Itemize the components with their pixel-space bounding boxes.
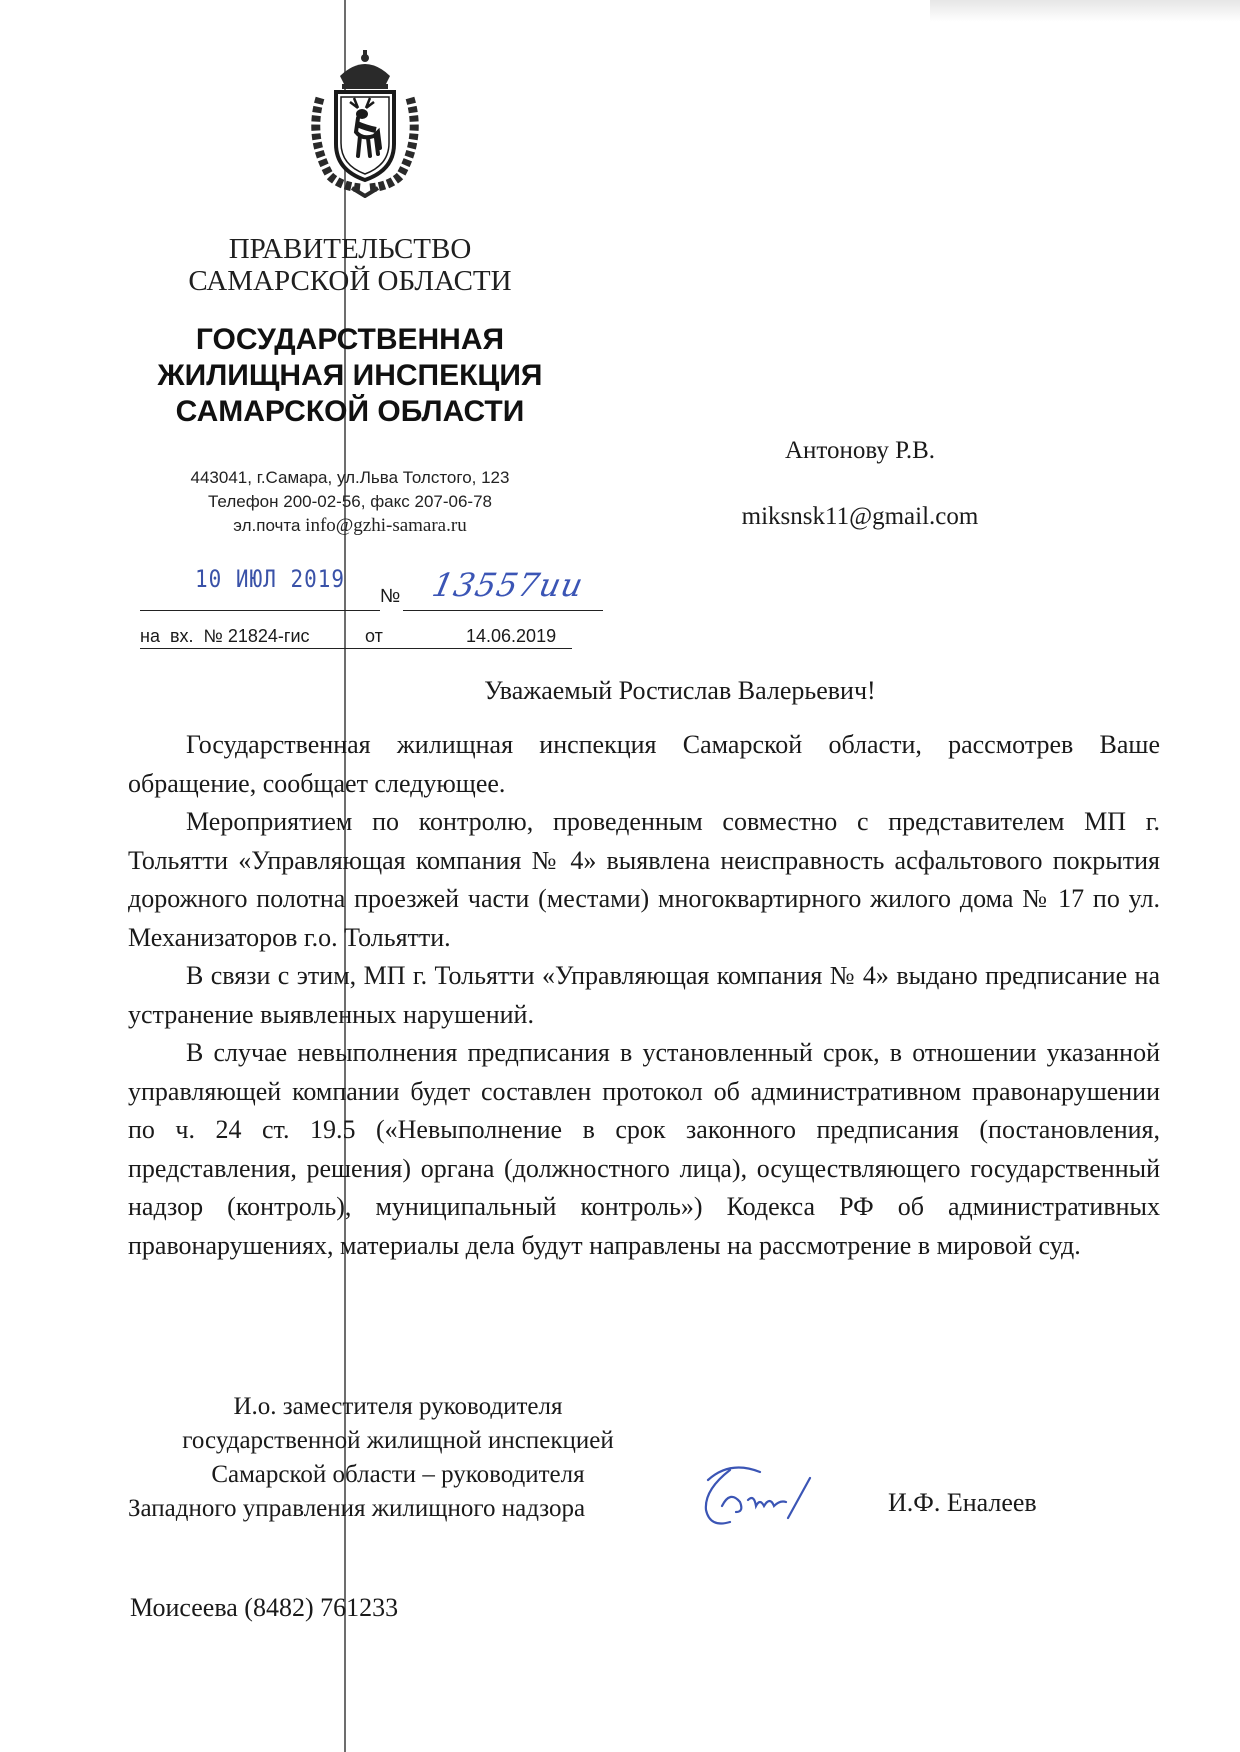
sender-address: 443041, г.Самара, ул.Льва Толстого, 123	[190, 468, 510, 487]
sender-contacts	[140, 466, 560, 538]
recipient-name: Антонову Р.В.	[784, 437, 936, 464]
sender-phone: Телефон 200-02-56, факс 207-06-78	[208, 492, 492, 511]
government-title-line: САМАРСКОЙ ОБЛАСТИ	[188, 265, 512, 297]
incoming-number: 21824-гис	[227, 626, 310, 646]
government-title	[130, 233, 570, 297]
executor-contact: Моисеева (8482) 761233	[130, 1593, 399, 1622]
body-paragraph: В связи с этим, МП г. Тольятти «Управляющая компания № 4» выдано предписание на устранение выявленных нарушений.	[128, 961, 1160, 1029]
signatory-position	[128, 1390, 668, 1526]
signatory-position-line: государственной жилищной инспекцией	[182, 1427, 614, 1454]
incoming-from-label: от	[365, 626, 383, 646]
sender-email-label: эл.почта	[233, 516, 301, 535]
incoming-prefix: на вх. №	[140, 626, 223, 646]
incoming-reference	[140, 626, 310, 647]
signatory-position-line: Самарской области – руководителя	[211, 1461, 585, 1488]
date-underline	[140, 610, 380, 611]
body-paragraph: В случае невыполнения предписания в установленный срок, в отношении указанной управляющей компании будет составлен протокол об административном правонарушении по ч. 24 ст. 19.5 («Невыполнение в срок законного предписания (постановления, представления, решения) органа (должностного лица), осуществляющего государственный надзор (контроль), муниципальный контроль») Кодекса РФ об административных правонарушениях, материалы дела будут направлены на рассмотрение в мировой суд.	[128, 1038, 1160, 1260]
date-stamp: 10 ИЮЛ 2019	[195, 565, 346, 593]
number-sign: №	[380, 586, 401, 607]
sender-email-line	[140, 514, 560, 538]
body-paragraph: Мероприятием по контролю, проведенным совместно с представителем МП г. Тольятти «Управляющая компания № 4» выявлена неисправность асфальтового покрытия дорожного полотна проезжей части (местами) многоквартирного жилого дома № 17 по ул. Механизаторов г.о. Тольятти.	[128, 807, 1160, 952]
government-title-line: ПРАВИТЕЛЬСТВО	[228, 233, 472, 265]
sender-email: info@gzhi-samara.ru	[305, 515, 467, 536]
signatory-position-line: Западного управления жилищного надзора	[128, 1495, 586, 1522]
letter-body	[128, 726, 1160, 1265]
incoming-underline	[140, 648, 572, 649]
recipient-email: miksnsk11@gmail.com	[741, 503, 979, 530]
samara-coat-of-arms-icon	[300, 48, 430, 198]
inspection-title-line: САМАРСКОЙ ОБЛАСТИ	[175, 395, 525, 428]
outgoing-number-handwritten: 13557ии	[428, 566, 588, 604]
incoming-date: 14.06.2019	[466, 626, 557, 646]
signer-name: И.Ф. Еналеев	[888, 1488, 1037, 1517]
inspection-title-line: ЖИЛИЩНАЯ ИНСПЕКЦИЯ	[157, 359, 543, 392]
body-paragraph: Государственная жилищная инспекция Самарской области, рассмотрев Ваше обращение, сообщает следующее.	[128, 730, 1160, 798]
inspection-title-line: ГОСУДАРСТВЕННАЯ	[195, 323, 505, 356]
inspection-title	[110, 322, 590, 430]
signatory-position-line: И.о. заместителя руководителя	[233, 1393, 563, 1420]
handwritten-signature	[690, 1450, 870, 1540]
greeting: Уважаемый Ростислав Валерьевич!	[484, 676, 876, 705]
scan-shadow	[930, 0, 1240, 22]
number-underline	[403, 610, 603, 611]
